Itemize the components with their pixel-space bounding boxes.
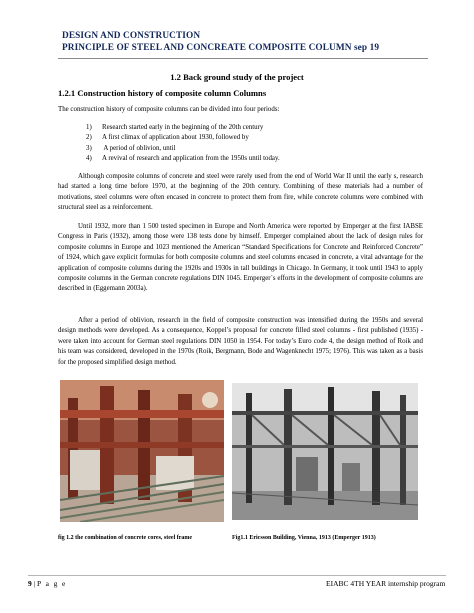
list-text: A revival of research and application from the 1950s until today. <box>102 154 280 162</box>
page-label: P a g e <box>37 579 67 588</box>
paragraph-1: Although composite columns of concrete and steel were rarely used from the end of World War II until the early s, research had started a long time before 1970, at the beginning of the 20th century. Combining of these materials had a number of motivations, steel columns were often encased in concrete to protect them from fire, while concrete columns were combined with structural steel as a reinforcement. <box>58 173 423 212</box>
subsection-title: 1.2.1 Construction history of composite column Columns <box>58 88 267 98</box>
construction-photo-right <box>232 383 418 520</box>
construction-photo-left <box>60 380 224 522</box>
header-divider <box>58 58 428 59</box>
figure-caption-left: fig 1.2 the combination of concrete cores, steel frame <box>58 535 193 541</box>
list-item <box>86 144 416 154</box>
list-item <box>86 133 416 143</box>
paragraph-3: After a period of oblivion, research in the field of composite construction was intensified during the 1950s and several design methods were developed. As a consequence, Koppel’s proposal for concrete filled steel columns - first published (1935) - were taken into account for German steel regulations DIN 1050 in 1954. For today’s Euro code 4, the design method of Roik and his team was considered, developed in the 1970s (Roik, Bergmann, Bode and Wagenknecht 1975; 1976). This was taken as a basis for the proposed simplified design method. <box>58 317 423 366</box>
list-text: Research started early in the beginning of the 20th century <box>102 124 264 131</box>
page-number: 9 <box>28 579 32 588</box>
list-text: A first climax of application about 1930, followed by <box>102 134 249 142</box>
periods-list <box>86 123 416 164</box>
list-text: A period of oblivion, until <box>102 144 176 152</box>
list-number: 1) <box>86 124 92 131</box>
footer-program: EIABC 4TH YEAR internship program <box>326 579 446 588</box>
footer-divider <box>28 575 446 576</box>
page-header <box>62 30 462 54</box>
list-number: 4) <box>86 154 92 162</box>
list-item <box>86 154 416 164</box>
list-item <box>86 123 416 133</box>
figure-caption-right: Fig1.1 Ericsson Building, Vienna, 1913 (Emperger 1913) <box>232 535 376 541</box>
list-number: 2) <box>86 134 92 142</box>
section-title: 1.2 Back ground study of the project <box>170 72 304 82</box>
header-line-2: PRINCIPLE OF STEEL AND CONCREATE COMPOSITE COLUMN sep 19 <box>62 43 380 53</box>
paragraph-2: Until 1932, more than 1 500 tested specimen in Europe and North America were reported by Emperger at the first IABSE Congress in Paris (1932), among those were 138 tests done by himself. Emperger complained about the lack of design rules for composite columns in Europe and 1023 mentioned the American “Standard Specifications for Concrete and Reinforced Concrete” of 1924, which gave explicit formulas for both composite columns and steel columns encased in concrete, a vital advantage for the application of composite columns during the 1920s and 1930s in tall buildings in Chicago. In Germany, it took until 1943 to apply composite columns in the German concrete regulations DIN 1045. Emperger´s efforts in the development of composite columns are described in (Eggemann 2003a). <box>58 223 423 293</box>
header-line-1: DESIGN AND CONSTRUCTION <box>62 31 201 41</box>
list-number: 3) <box>86 144 92 152</box>
intro-paragraph: The construction history of composite columns can be divided into four periods: <box>58 106 280 113</box>
page-footer-number <box>28 579 67 588</box>
page-separator: | <box>31 579 38 588</box>
